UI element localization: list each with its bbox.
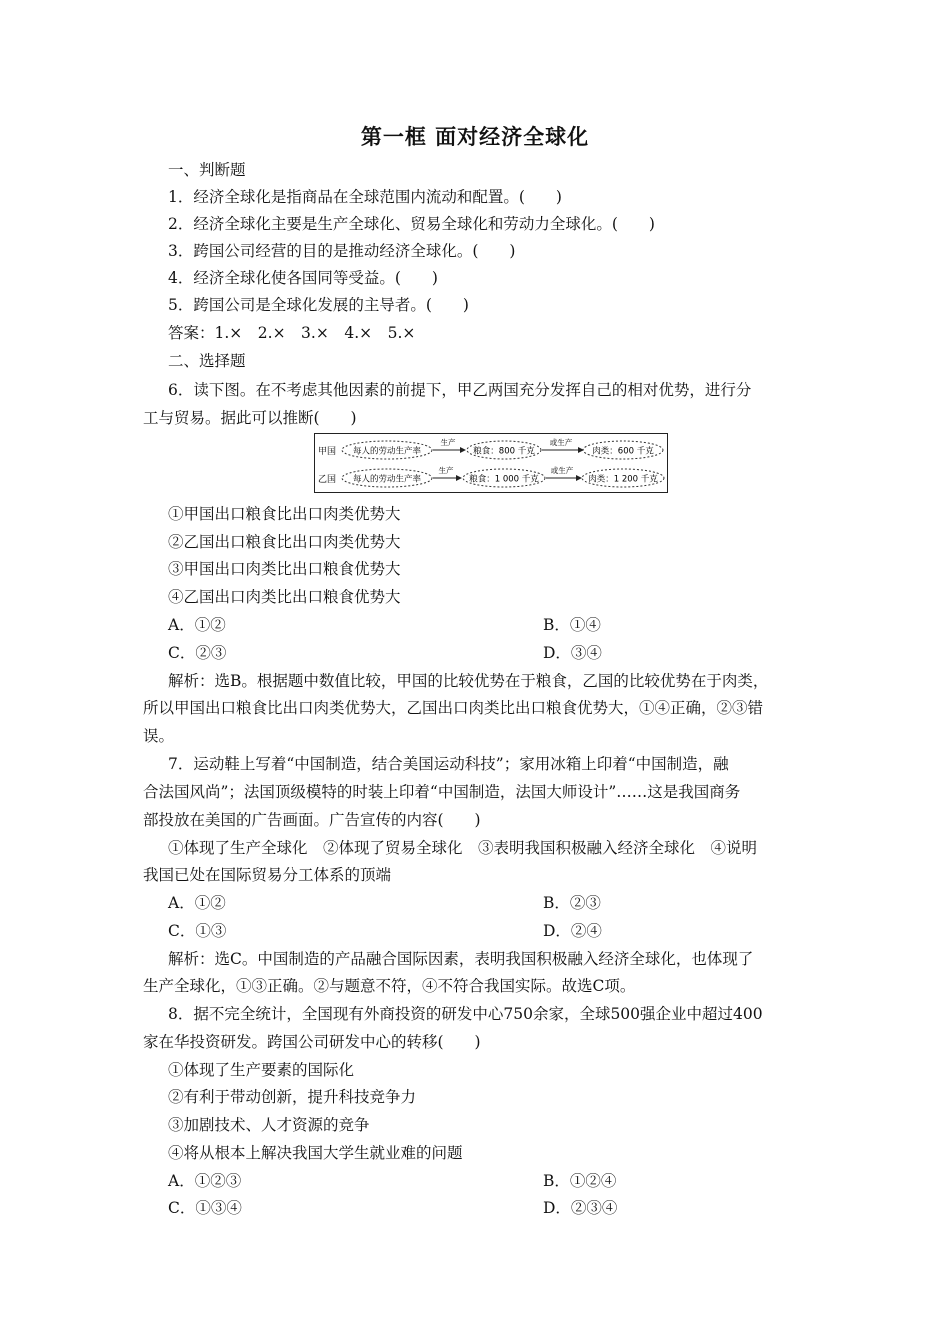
row2-meat: 肉类：1 200 千克 <box>588 474 658 485</box>
q6-option-b: B．①④ <box>543 616 601 634</box>
row2-produce: 生产 <box>438 466 454 475</box>
q8-item-3: ③加剧技术、人才资源的竞争 <box>168 1116 370 1134</box>
row2-or: 或生产 <box>550 466 574 475</box>
productivity-diagram <box>314 433 668 493</box>
q6-stem-line1: 6．读下图。在不考虑其他因素的前提下，甲乙两国充分发挥自己的相对优势，进行分 <box>168 381 752 399</box>
row2-rate: 每人的劳动生产率 <box>352 474 422 485</box>
q8-stem-line1: 8．据不完全统计，全国现有外商投资的研发中心750余家，全球500强企业中超过400 <box>168 1005 763 1023</box>
page-title: 第一框 面对经济全球化 <box>360 125 590 149</box>
row1-produce: 生产 <box>440 438 456 447</box>
q7-items-line2: 我国已处在国际贸易分工体系的顶端 <box>143 866 392 884</box>
q8-item-2: ②有利于带动创新，提升科技竞争力 <box>168 1088 417 1106</box>
q6-item-2: ②乙国出口粮食比出口肉类优势大 <box>168 533 401 551</box>
question-5: 5．跨国公司是全球化发展的主导者。( ) <box>168 296 469 314</box>
q6-option-d: D．③④ <box>543 644 602 662</box>
row2-country: 乙国 <box>318 475 337 485</box>
question-1: 1．经济全球化是指商品在全球范围内流动和配置。( ) <box>168 188 562 206</box>
q7-analysis-line1: 解析：选C。中国制造的产品融合国际因素，表明我国积极融入经济全球化，也体现了 <box>168 950 754 968</box>
section1-heading: 一、判断题 <box>168 161 246 179</box>
q7-items-line1: ①体现了生产全球化 ②体现了贸易全球化 ③表明我国积极融入经济全球化 ④说明 <box>168 839 758 857</box>
q6-analysis-line3: 误。 <box>143 727 175 745</box>
row2-grain: 粮食：1 000 千克 <box>469 474 539 485</box>
row1-meat: 肉类：600 千克 <box>592 446 654 457</box>
q8-option-c: C．①③④ <box>168 1199 242 1217</box>
q6-analysis-line1: 解析：选B。根据题中数值比较，甲国的比较优势在于粮食，乙国的比较优势在于肉类， <box>168 672 769 690</box>
q6-analysis-line2: 所以甲国出口粮食比出口肉类优势大，乙国出口肉类比出口粮食优势大，①④正确，②③错 <box>143 699 764 717</box>
question-2: 2．经济全球化主要是生产全球化、贸易全球化和劳动力全球化。( ) <box>168 215 655 233</box>
section2-heading: 二、选择题 <box>168 352 246 370</box>
question-4: 4．经济全球化使各国同等受益。( ) <box>168 269 438 287</box>
row1-or: 或生产 <box>549 438 573 447</box>
q6-item-1: ①甲国出口粮食比出口肉类优势大 <box>168 505 401 523</box>
q7-option-c: C．①③ <box>168 922 227 940</box>
q7-option-a: A．①② <box>168 894 226 912</box>
q8-option-a: A．①②③ <box>168 1172 242 1190</box>
q7-analysis-line2: 生产全球化，①③正确。②与题意不符，④不符合我国实际。故选C项。 <box>143 977 636 995</box>
q8-item-4: ④将从根本上解决我国大学生就业难的问题 <box>168 1144 463 1162</box>
q7-stem-line1: 7．运动鞋上写着“中国制造，结合美国运动科技”；家用冰箱上印着“中国制造，融 <box>168 755 729 773</box>
q8-option-b: B．①②④ <box>543 1172 617 1190</box>
q6-item-3: ③甲国出口肉类比出口粮食优势大 <box>168 560 401 578</box>
row1-grain: 粮食：800 千克 <box>473 446 535 457</box>
row1-country: 甲国 <box>318 447 337 457</box>
question-3: 3．跨国公司经营的目的是推动经济全球化。( ) <box>168 242 516 260</box>
q6-item-4: ④乙国出口肉类比出口粮食优势大 <box>168 588 401 606</box>
q8-item-1: ①体现了生产要素的国际化 <box>168 1061 355 1079</box>
answer-key: 答案：1.× 2.× 3.× 4.× 5.× <box>168 324 416 342</box>
q8-option-d: D．②③④ <box>543 1199 618 1217</box>
q8-stem-line2: 家在华投资研发。跨国公司研发中心的转移( ) <box>143 1033 481 1051</box>
q7-option-b: B．②③ <box>543 894 601 912</box>
q6-option-c: C．②③ <box>168 644 227 662</box>
q7-stem-line3: 部投放在美国的广告画面。广告宣传的内容( ) <box>143 811 481 829</box>
row1-rate: 每人的劳动生产率 <box>352 446 422 457</box>
q7-stem-line2: 合法国风尚”；法国顶级模特的时装上印着“中国制造，法国大师设计”……这是我国商务 <box>143 783 741 801</box>
q7-option-d: D．②④ <box>543 922 602 940</box>
q6-stem-line2: 工与贸易。据此可以推断( ) <box>143 409 357 427</box>
q6-option-a: A．①② <box>168 616 226 634</box>
